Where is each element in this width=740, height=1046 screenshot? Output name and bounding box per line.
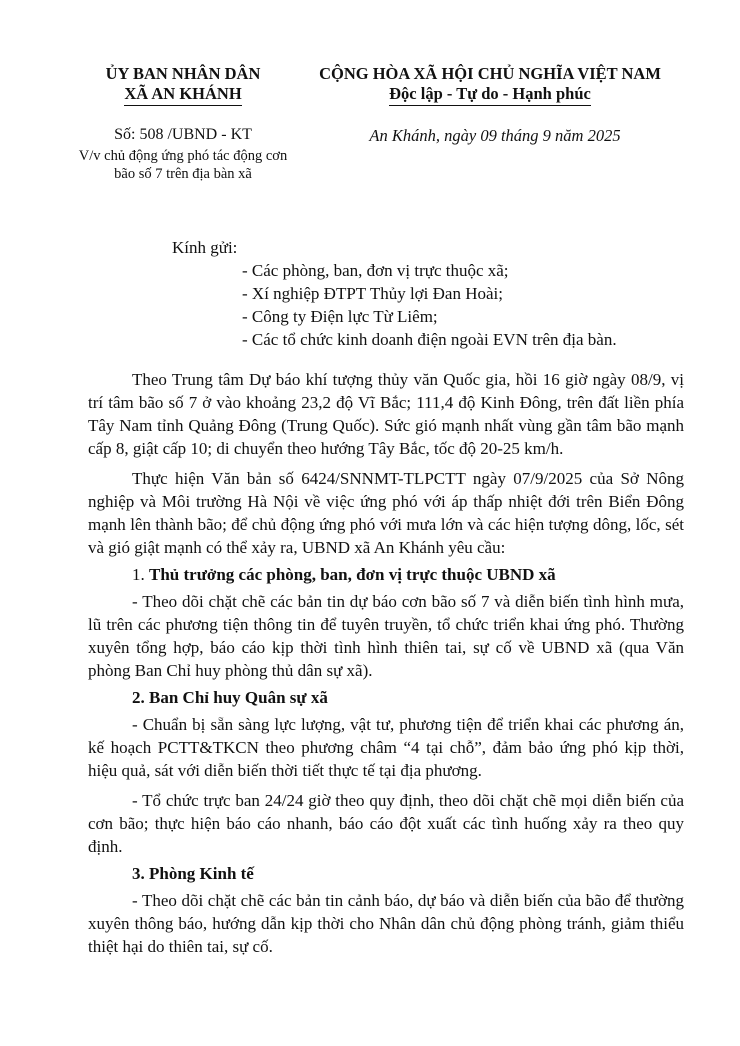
section-1-number: 1. xyxy=(132,565,149,584)
section-3-heading: 3. Phòng Kinh tế xyxy=(132,864,254,883)
place-date-line: An Khánh, ngày 09 tháng 9 năm 2025 xyxy=(369,126,621,145)
section-2-text-2: - Tổ chức trực ban 24/24 giờ theo quy định, theo dõi chặt chẽ mọi diễn biến của cơn bão; thực hiện báo cáo nhanh, báo cáo đột xuất các tình huống xảy ra theo quy định. xyxy=(88,791,684,856)
recipient-item: - Công ty Điện lực Từ Liêm; xyxy=(242,307,438,326)
national-motto: Độc lập - Tự do - Hạnh phúc xyxy=(389,84,591,106)
section-1-heading xyxy=(88,563,684,586)
recipient-item: - Các phòng, ban, đơn vị trực thuộc xã; xyxy=(242,261,509,280)
country-name: CỘNG HÒA XÃ HỘI CHỦ NGHĨA VIỆT NAM xyxy=(319,64,661,83)
authority-line-2: XÃ AN KHÁNH xyxy=(124,84,241,106)
authority-line-1: ỦY BAN NHÂN DÂN xyxy=(105,64,261,83)
section-2-heading: 2. Ban Chỉ huy Quân sự xã xyxy=(132,688,328,707)
document-body xyxy=(88,368,684,965)
paragraph-directive-basis: Thực hiện Văn bản số 6424/SNNMT-TLPCTT ngày 07/9/2025 của Sở Nông nghiệp và Môi trường Hà Nội về việc ứng phó với áp thấp nhiệt đới trên Biển Đông mạnh lên thành bão; để chủ động ứng phó với mưa lớn và các hiện tượng dông, lốc, sét và gió giật mạnh có thể xảy ra, UBND xã An Khánh yêu cầu: xyxy=(88,469,684,557)
recipient-item: - Xí nghiệp ĐTPT Thủy lợi Đan Hoài; xyxy=(242,284,503,303)
recipient-item: - Các tổ chức kinh doanh điện ngoài EVN trên địa bàn. xyxy=(242,330,617,349)
section-3-text: - Theo dõi chặt chẽ các bản tin cảnh báo, dự báo và diễn biến của bão để thường xuyên thông báo, hướng dẫn kịp thời cho Nhân dân chủ động phòng tránh, giảm thiểu thiệt hại do thiên tai, sự cố. xyxy=(88,891,684,956)
recipient-list xyxy=(242,259,712,351)
section-2-text-1: - Chuẩn bị sẵn sàng lực lượng, vật tư, phương tiện để triển khai các phương án, kế hoạch PCTT&TKCN theo phương châm “4 tại chỗ”, đảm bảo ứng phó kịp thời, hiệu quả, sát với diễn biến thời tiết thực tế tại địa phương. xyxy=(88,715,684,780)
section-1-title: Thủ trưởng các phòng, ban, đơn vị trực thuộc UBND xã xyxy=(149,565,556,584)
paragraph-weather-report: Theo Trung tâm Dự báo khí tượng thủy văn Quốc gia, hồi 16 giờ ngày 08/9, vị trí tâm bão số 7 ở vào khoảng 23,2 độ Vĩ Bắc; 111,4 độ Kinh Đông, trên đất liền phía Tây Nam tỉnh Quảng Đông (Trung Quốc). Sức gió mạnh nhất vùng gần tâm bão mạnh cấp 8, giật cấp 10; di chuyển theo hướng Tây Bắc, tốc độ 20-25 km/h. xyxy=(88,370,684,458)
document-number: Số: 508 /UBND - KT xyxy=(114,126,252,143)
document-subject: V/v chủ động ứng phó tác động cơn bão số 7 trên địa bàn xã xyxy=(78,148,288,182)
national-header xyxy=(290,64,690,106)
section-1-text: - Theo dõi chặt chẽ các bản tin dự báo cơn bão số 7 và diễn biến tình hình mưa, lũ trên các phương tiện thông tin để tuyên truyền, tổ chức triển khai ứng phó. Thường xuyên tổng hợp, báo cáo kịp thời tình hình thiên tai, sự cố về UBND xã (qua Văn phòng Ban Chỉ huy phòng thủ dân sự xã). xyxy=(88,592,684,680)
addressee-label: Kính gửi: xyxy=(172,238,238,257)
issuing-authority xyxy=(88,64,278,106)
